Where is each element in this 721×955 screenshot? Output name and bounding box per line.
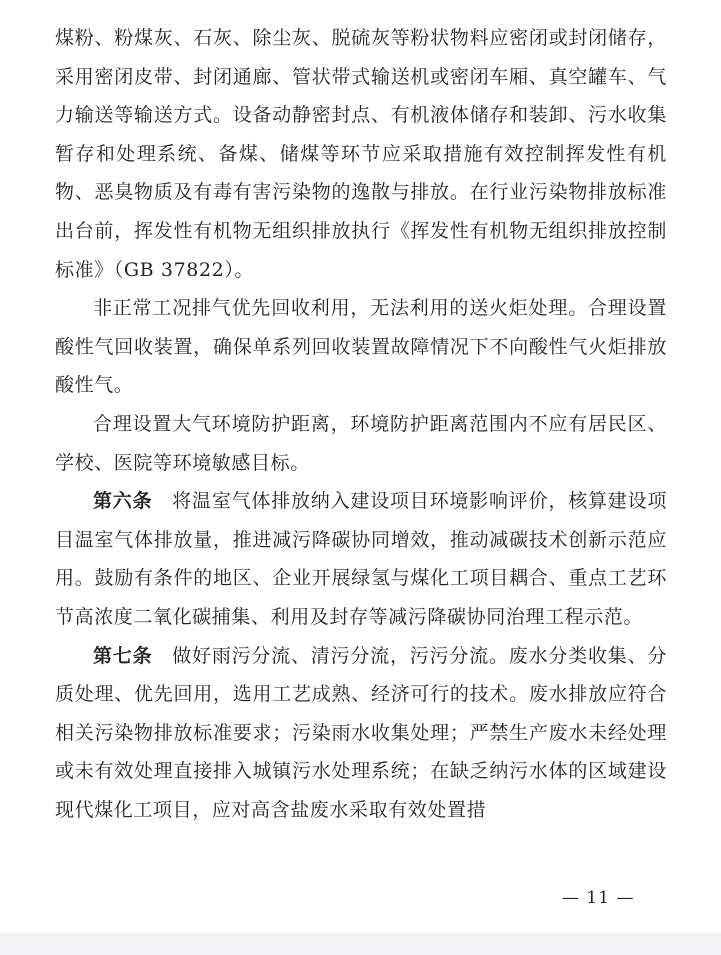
paragraph-article-6 [55,482,667,636]
paragraph-abnormal-exhaust [55,289,667,405]
article-6-heading: 第六条 [93,490,153,513]
paragraph-text: 将温室气体排放纳入建设项目环境影响评价，核算建设项目温室气体排放量，推进减污降碳协同增效，推动减碳技术创新示范应用。鼓励有条件的地区、企业开展绿氢与煤化工项目耦合、重点工艺环节高浓度二氧化碳捕集、利用及封存等减污降碳协同治理工程示范。 [55,490,667,628]
paragraph-article-7 [55,637,667,830]
article-7-heading: 第七条 [93,644,153,667]
document-body [55,19,667,829]
paragraph-text: 煤粉、粉煤灰、石灰、除尘灰、脱硫灰等粉状物料应密闭或封闭储存，采用密闭皮带、封闭通廊、管状带式输送机或密闭车厢、真空罐车、气力输送等输送方式。设备动静密封点、有机液体储存和装卸、污水收集暂存和处理系统、备煤、储煤等环节应采取措施有效控制挥发性有机物、恶臭物质及有毒有害污染物的逸散与排放。在行业污染物排放标准出台前，挥发性有机物无组织排放执行《挥发性有机物无组织排放控制标准》（GB 37822）。 [55,27,667,281]
paragraph-text: 合理设置大气环境防护距离，环境防护距离范围内不应有居民区、学校、医院等环境敏感目标。 [55,412,667,474]
paragraph-text: 做好雨污分流、清污分流，污污分流。废水分类收集、分质处理、优先回用，选用工艺成熟、经济可行的技术。废水排放应符合相关污染物排放标准要求；污染雨水收集处理；严禁生产废水未经处理或未有效处理直接排入城镇污水处理系统；在缺乏纳污水体的区域建设现代煤化工项目，应对高含盐废水采取有效处置措 [55,644,667,821]
page-number: — 11 — [562,888,635,908]
viewer-background [0,933,721,955]
paragraph-dust-control [55,19,667,289]
paragraph-protection-distance [55,405,667,482]
paragraph-text: 非正常工况排气优先回收利用，无法利用的送火炬处理。合理设置酸性气回收装置，确保单系列回收装置故障情况下不向酸性气火炬排放酸性气。 [55,297,667,397]
